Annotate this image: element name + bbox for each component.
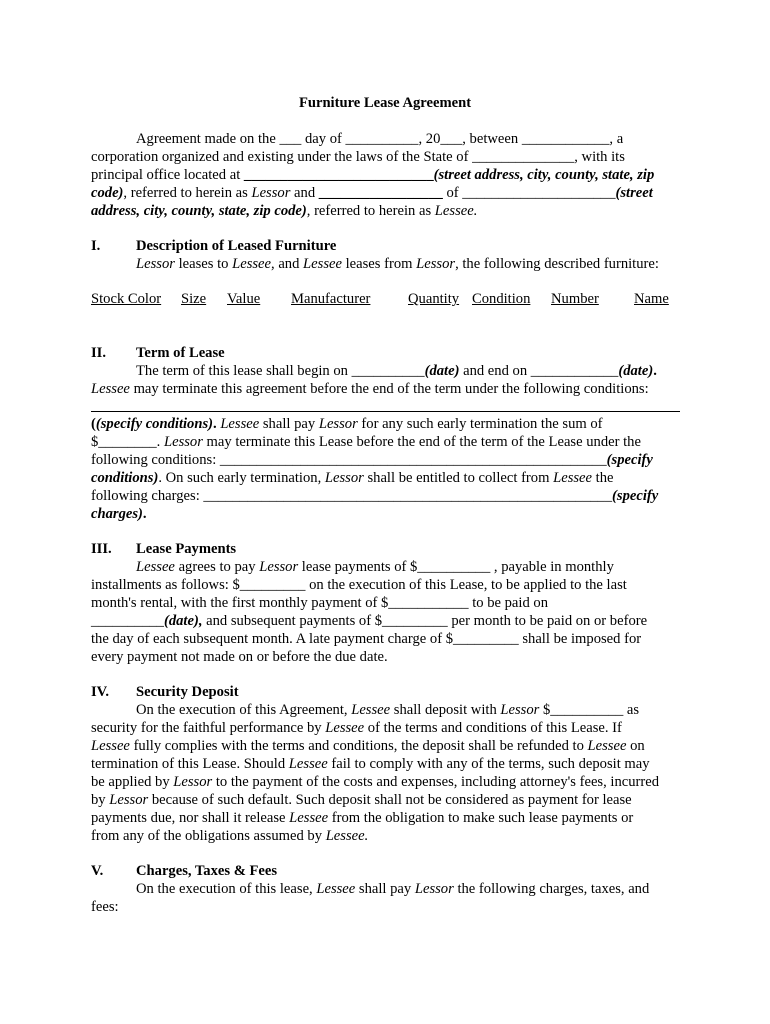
section-1 [91,237,681,273]
section-4-line-6: by Lessor because of such default. Such deposit shall not be considered as payment for lease [91,792,632,808]
column-manufacturer: Manufacturer [291,291,371,307]
section-3-number: III. [91,541,112,557]
section-5-line-1: On the execution of this lease, Lessee shall pay Lessor the following charges, taxes, and [136,881,650,897]
section-3-line-3: month's rental, with the first monthly payment of $___________ to be paid on [91,595,549,611]
section-1-title: Description of Leased Furniture [136,238,337,254]
section-4-line-1: On the execution of this Agreement, Lessee shall deposit with Lessor $__________ as [136,702,640,718]
section-1-text: Lessor leases to Lessee, and Lessee leases from Lessor, the following described furniture: [136,256,659,272]
section-3-line-4: __________(date), and subsequent payments of $_________ per month to be paid on or before [91,613,648,629]
section-4-title: Security Deposit [136,684,239,700]
section-2-line-6: conditions). On such early termination, Lessor shall be entitled to collect from Lessee the [91,470,614,486]
column-value: Value [227,291,261,307]
intro-line-2: corporation organized and existing under the laws of the State of ______________, with its [91,149,625,165]
column-stock-color: Stock Color [91,291,162,307]
intro-line-1: Agreement made on the ___ day of __________, 20___, between ____________, a [136,131,624,147]
section-3-line-1: Lessee agrees to pay Lessor lease payments of $__________ , payable in monthly [136,559,614,575]
column-condition: Condition [472,291,531,307]
column-size: Size [181,291,207,307]
section-4 [91,683,681,845]
section-2-continued [91,415,681,523]
intro-line-3: principal office located at __________________________(street address, city, county, state, zip [91,167,655,183]
section-2-line-5: following conditions: _____________________________________________________(specify [91,452,653,468]
intro-line-5: address, city, county, state, zip code), referred to herein as Lessee. [91,203,478,219]
section-2-line-4: $________. Lessor may terminate this Lease before the end of the term of the Lease under the [91,434,641,450]
section-2-title: Term of Lease [136,345,225,361]
section-4-line-7: payments due, nor shall it release Lessee from the obligation to make such lease payments or [91,810,634,826]
section-2-line-3: ((specify conditions). Lessee shall pay Lessor for any such early termination the sum of [91,416,603,432]
intro-paragraph [91,130,681,220]
section-2 [91,344,681,398]
section-5-number: V. [91,863,104,879]
section-5-title: Charges, Taxes & Fees [136,863,278,879]
section-4-line-3: Lessee fully complies with the terms and conditions, the deposit shall be refunded to Lessee on [91,738,645,754]
document-title: Furniture Lease Agreement [298,95,472,111]
section-3-title: Lease Payments [136,541,237,557]
section-5 [91,862,681,916]
intro-line-4: code), referred to herein as Lessor and _________________ of _____________________(street [91,185,653,201]
section-2-line-7: following charges: ________________________________________________________(specify [91,488,659,504]
section-4-line-2: security for the faithful performance by Lessee of the terms and conditions of this Lease. If [91,720,622,736]
section-4-line-4: termination of this Lease. Should Lessee fail to comply with any of the terms, such deposit may [91,756,650,772]
section-4-line-5: be applied by Lessor to the payment of the costs and expenses, including attorney's fees, incurred [91,774,660,790]
section-3 [91,540,681,666]
section-3-line-2: installments as follows: $_________ on the execution of this Lease, to be applied to the last [91,577,627,593]
section-3-line-6: every payment not made on or before the due date. [91,649,388,665]
section-2-line-1: The term of this lease shall begin on __________(date) and end on ____________(date). [136,363,657,379]
section-2-line-8: charges). [91,506,147,522]
furniture-columns [0,290,770,308]
section-3-line-5: the day of each subsequent month. A late payment charge of $_________ shall be imposed for [91,631,642,647]
section-1-number: I. [91,238,101,254]
section-2-line-2: Lessee may terminate this agreement before the end of the term under the following conditions: [91,381,649,397]
section-5-line-2: fees: [91,899,119,915]
column-quantity: Quantity [408,291,460,307]
section-2-number: II. [91,345,107,361]
column-number: Number [551,291,599,307]
section-4-line-8: from any of the obligations assumed by Lessee. [91,828,369,844]
conditions-blank-line [91,411,680,412]
section-4-number: IV. [91,684,109,700]
column-name: Name [634,291,669,307]
